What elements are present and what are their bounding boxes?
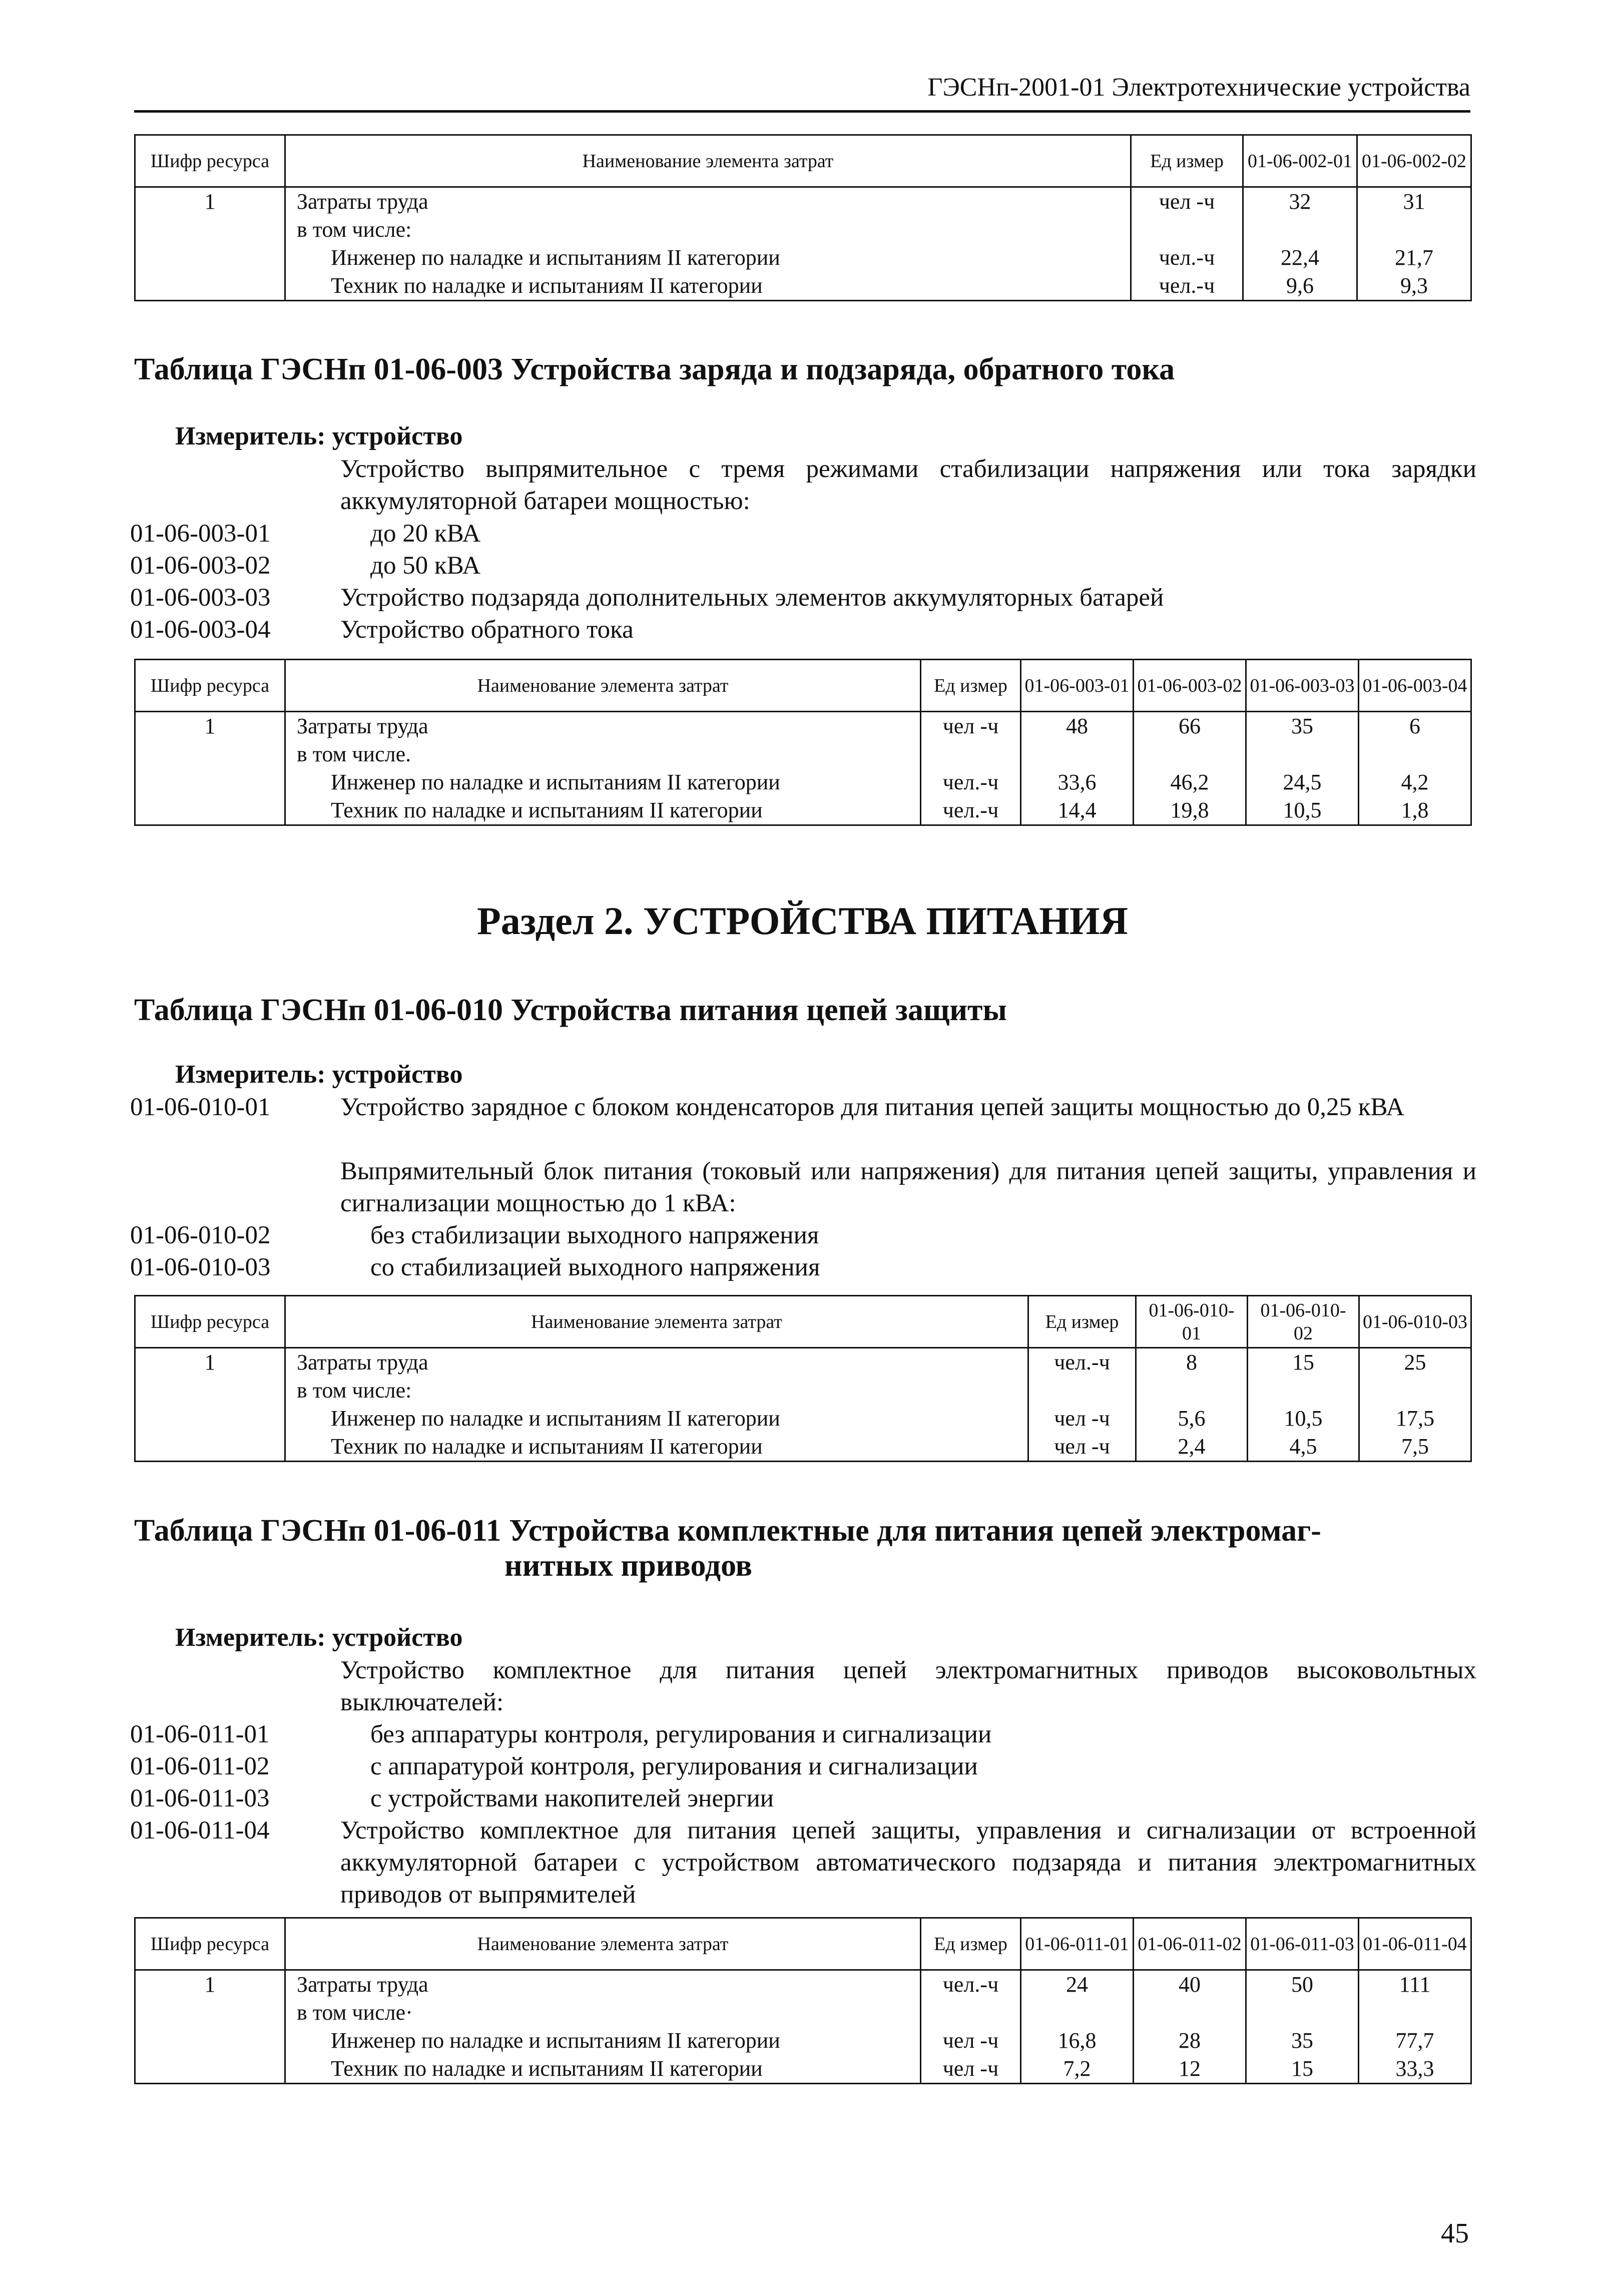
column-header-norm: 01-06-010-01	[1136, 1296, 1248, 1348]
table-row: Техник по наладке и испытаниям II категории чел -ч 2,4 4,5 7,5	[135, 1433, 1471, 1462]
table-row: Инженер по наладке и испытаниям II категории чел -ч 16,8 28 35 77,7	[135, 2027, 1471, 2055]
column-header-code: Шифр ресурса	[135, 660, 285, 712]
table-title: Таблица ГЭСНп 01-06-003 Устройства заряда и подзаряда, обратного тока	[134, 352, 1175, 386]
table-title: Таблица ГЭСНп 01-06-011 Устройства комплектные для питания цепей электромаг-	[134, 1514, 1321, 1548]
measure-label: Измеритель: устройство	[175, 1623, 463, 1652]
column-header-name: Наименование элемента затрат	[285, 135, 1131, 187]
table-row: Техник по наладке и испытаниям II категории чел -ч 7,2 12 15 33,3	[135, 2055, 1471, 2084]
column-header-norm: 01-06-003-01	[1021, 660, 1134, 712]
table-row: Инженер по наладке и испытаниям II категории чел.-ч 33,6 46,2 24,5 4,2	[135, 768, 1471, 796]
column-header-norm: 01-06-011-02	[1134, 1918, 1246, 1970]
measure-label: Измеритель: устройство	[175, 1060, 463, 1089]
table-row: Техник по наладке и испытаниям II категории чел.-ч 14,4 19,8 10,5 1,8	[135, 796, 1471, 825]
column-header-norm: 01-06-011-04	[1359, 1918, 1471, 1970]
column-header-norm: 01-06-011-01	[1021, 1918, 1134, 1970]
page-number: 45	[1441, 2218, 1469, 2249]
resource-table-010	[134, 1295, 1472, 1462]
column-header-name: Наименование элемента затрат	[285, 1296, 1028, 1348]
table-title: Таблица ГЭСНп 01-06-010 Устройства питания цепей защиты	[134, 993, 1007, 1027]
running-header: ГЭСНп-2001-01 Электротехнические устройства	[134, 70, 1470, 113]
table-row: 1 Затраты труда чел.-ч 24 40 50 111	[135, 1970, 1471, 1999]
table-row: в том числе:	[135, 1376, 1471, 1405]
column-header-norm: 01-06-010-03	[1359, 1296, 1471, 1348]
resource-table-002	[134, 134, 1472, 301]
table-row: 1 Затраты труда чел -ч 32 31	[135, 187, 1471, 216]
column-header-norm: 01-06-002-01	[1243, 135, 1357, 187]
resource-table-003	[134, 659, 1472, 826]
table-row: в том числе·	[135, 1999, 1471, 2027]
document-page: ГЭСНп-2001-01 Электротехнические устройства Шифр ресурса Наименование элемента затрат Ед измер 01-06-002-01 01-06-002-02 1 Затраты труда чел -ч 32 31 в том числе: Инженер по наладке и испытаниям II категории чел.-ч 22,4 21,7 Техник по наладке и испытаниям II категории чел.-ч 9,6 9,3 Таблица ГЭСНп 01-06-003 Устройства заряда и подзаряда, обратного тока Измеритель: устройство Устройство выпрямительное с тремя режимами стабилизации напряжения или тока зарядки аккумуляторной батареи мощностью: 01-06-003-01 до 20 кВА 01-06-003-02 до 50 кВА 01-06-003-03 Устройство подзаряда дополнительных элементов аккумуляторных батарей 01-06-003-04 Устройство обратного тока Шифр ресурса Наименование элемента затрат Ед измер 01-06-003-01 01-06-003-02 01-06-003-03 01-06-003-04 1 Затраты труда чел -ч 48 66 35 6 в том числе. Инженер по наладке и испытаниям II категории чел.-ч 33,6 46,2 24,5 4,2 Техник по наладке и испытаниям II категории чел.-ч 14,4 19,8 10,5 1,8 Раздел 2. УСТРОЙСТВА ПИТАНИЯ Таблица ГЭСНп 01-06-010 Устройства питания цепей защиты Измеритель: устройство 01-06-010-01 Устройство зарядное с блоком конденсаторов для питания цепей защиты мощностью до 0,25 кВА Выпрямительный блок питания (токовый или напряжения) для питания цепей защиты, управления и сигнализации мощностью до 1 кВА: 01-06-010-02 без стабилизации выходного напряжения 01-06-010-03 со стабилизацией выходного напряжения Шифр ресурса Наименование элемента затрат Ед измер 01-06-010-01 01-06-010-02 01-06-010-03 1 Затраты труда чел.-ч 8 15 25 в том числе: Инженер по наладке и испытаниям II категории чел -ч 5,6 10,5 17,5 Техник по наладке и испытаниям II категории чел -ч 2,4 4,5 7,5 Таблица ГЭСНп 01-06-011 Устройства комплектные для питания цепей электромаг- нитных приводов Измеритель: устройство Устройство комплектное для питания цепей электромагнитных приводов высоковольтных выключателей: 01-06-011-01 без аппаратуры контроля, регулирования и сигнализации 01-06-011-02 с аппаратурой контроля, регулирования и сигнализации 01-06-011-03 с устройствами накопителей энергии 01-06-011-04 Устройство комплектное для питания цепей защиты, управления и сигнализации от встроенной аккумуляторной батареи с устройством автоматического подзаряда и питания электромагнитных приводов от выпрямителей Шифр ресурса Наименование элемента затрат Ед измер 01-06-011-01 01-06-011-02 01-06-011-03 01-06-011-04 1 Затраты труда чел.-ч 24 40 50 111 в том числе· Инженер по наладке и испытаниям II категории чел -ч 16,8 28 35 77,7 Техник по наладке и испытаниям II категории чел -ч 7,2 12 15 33,3 45	[0, 0, 1605, 2296]
table-title-continuation: нитных приводов	[504, 1549, 753, 1583]
section-title: Раздел 2. УСТРОЙСТВА ПИТАНИЯ	[477, 899, 1128, 943]
column-header-norm: 01-06-002-02	[1357, 135, 1471, 187]
column-header-norm: 01-06-003-04	[1359, 660, 1471, 712]
table-row: 1 Затраты труда чел.-ч 8 15 25	[135, 1348, 1471, 1377]
column-header-unit: Ед измер	[1131, 135, 1243, 187]
column-header-code: Шифр ресурса	[135, 1918, 285, 1970]
column-header-norm: 01-06-010-02	[1248, 1296, 1359, 1348]
column-header-unit: Ед измер	[921, 660, 1021, 712]
table-row: 1 Затраты труда чел -ч 48 66 35 6	[135, 712, 1471, 741]
table-row: в том числе:	[135, 216, 1471, 244]
column-header-norm: 01-06-003-03	[1246, 660, 1359, 712]
table-row: в том числе.	[135, 740, 1471, 768]
column-header-unit: Ед измер	[1028, 1296, 1136, 1348]
column-header-norm: 01-06-003-02	[1134, 660, 1246, 712]
column-header-code: Шифр ресурса	[135, 135, 285, 187]
table-row: Инженер по наладке и испытаниям II категории чел.-ч 22,4 21,7	[135, 244, 1471, 272]
column-header-unit: Ед измер	[921, 1918, 1021, 1970]
column-header-norm: 01-06-011-03	[1246, 1918, 1359, 1970]
column-header-code: Шифр ресурса	[135, 1296, 285, 1348]
table-row: Инженер по наладке и испытаниям II категории чел -ч 5,6 10,5 17,5	[135, 1405, 1471, 1433]
column-header-name: Наименование элемента затрат	[285, 660, 921, 712]
resource-table-011	[134, 1917, 1472, 2084]
column-header-name: Наименование элемента затрат	[285, 1918, 921, 1970]
table-row: Техник по наладке и испытаниям II категории чел.-ч 9,6 9,3	[135, 272, 1471, 301]
measure-label: Измеритель: устройство	[175, 422, 463, 450]
